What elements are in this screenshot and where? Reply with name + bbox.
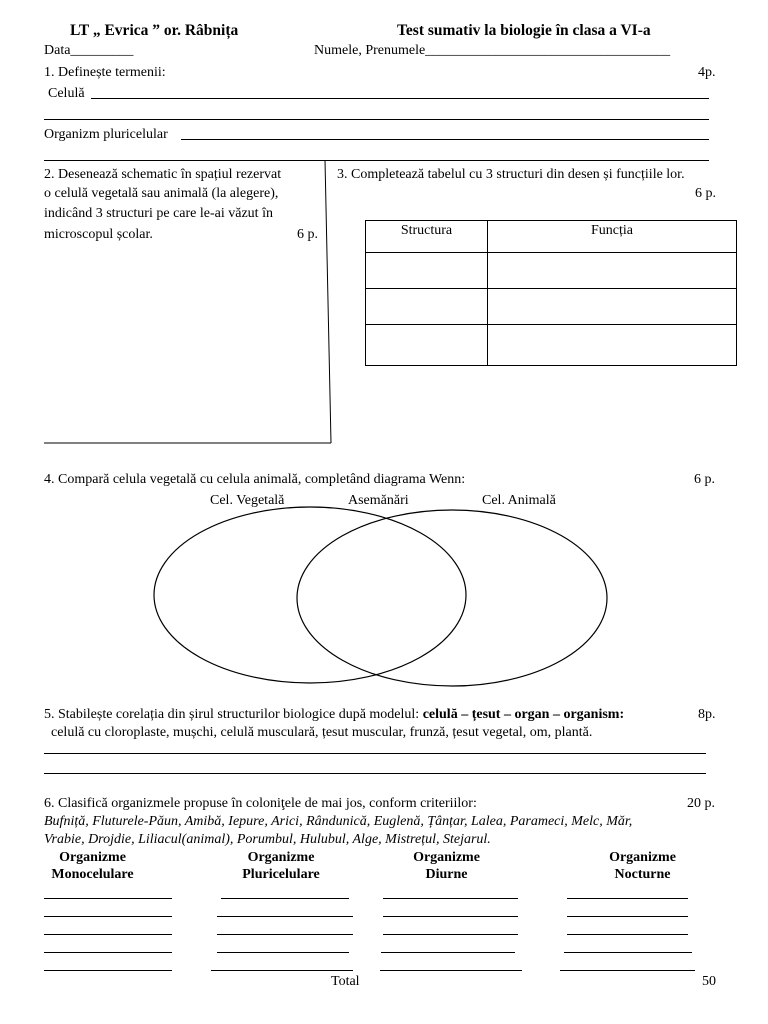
column-header-line: Monocelulare <box>51 867 134 882</box>
answer-line[interactable] <box>44 773 706 774</box>
column-header-multicellular <box>226 849 336 883</box>
venn-label-plant-cell: Cel. Vegetală <box>210 493 285 508</box>
test-title: Test sumativ la biologie în clasa a VI-a <box>397 22 651 39</box>
column-header-line: Diurne <box>425 867 468 882</box>
table-cell[interactable] <box>488 325 737 366</box>
q6-organisms-line2: Vrabie, Drojdie, Liliacul(animal), Porumbul, Hulubul, Alge, Mistrețul, Stejarul. <box>44 832 491 847</box>
q6-organisms-line1: Bufniță, Fluturele-Păun, Amibă, Iepure, Arici, Rândunică, Euglenă, Țânțar, Lalea, Parameci, Melc, Măr, <box>44 814 633 829</box>
column-header-line: Nocturne <box>614 867 671 882</box>
classification-line[interactable] <box>44 934 172 935</box>
classification-line[interactable] <box>380 970 522 971</box>
table-header-structure: Structura <box>366 221 488 253</box>
q1-points: 4p. <box>698 65 716 80</box>
table-cell[interactable] <box>366 289 488 325</box>
venn-label-animal-cell: Cel. Animală <box>482 493 556 508</box>
q4-prompt: 4. Compară celula vegetală cu celula animală, completând diagrama Wenn: <box>44 472 466 487</box>
classification-line[interactable] <box>564 952 692 953</box>
total-label: Total <box>331 974 360 989</box>
table-cell[interactable] <box>366 325 488 366</box>
q1-prompt: 1. Definește termenii: <box>44 65 166 80</box>
structure-table <box>365 220 737 366</box>
classification-line[interactable] <box>44 916 172 917</box>
table-cell[interactable] <box>366 253 488 289</box>
classification-line[interactable] <box>217 934 353 935</box>
classification-line[interactable] <box>567 898 688 899</box>
table-cell[interactable] <box>488 253 737 289</box>
q2-line1: 2. Desenează schematic în spațiul rezervat <box>44 167 282 182</box>
q5-model: celulă – țesut – organ – organism: <box>422 707 625 722</box>
table-header-function: Funcția <box>488 221 737 253</box>
q1-term-cell: Celulă <box>48 86 85 101</box>
classification-line[interactable] <box>381 952 515 953</box>
q2-line3: indicând 3 structuri pe care le-ai văzut în <box>44 206 273 221</box>
q5-prompt <box>44 706 624 723</box>
classification-line[interactable] <box>217 952 349 953</box>
q5-points: 8p. <box>698 707 716 722</box>
classification-line[interactable] <box>217 916 353 917</box>
classification-line[interactable] <box>383 898 518 899</box>
q5-items: celulă cu cloroplaste, mușchi, celulă musculară, țesut muscular, frunză, țesut vegetal, om, plantă. <box>51 725 593 740</box>
venn-circle-animal <box>297 510 607 686</box>
classification-line[interactable] <box>44 898 172 899</box>
column-header-nocturnal <box>590 849 695 883</box>
name-field[interactable]: Numele, Prenumele___________________________________ <box>314 43 671 58</box>
q5-prompt-text: 5. Stabilește corelația din șirul structurilor biologice după modelul: <box>44 707 420 722</box>
q3-points: 6 p. <box>695 186 716 201</box>
classification-line[interactable] <box>383 934 518 935</box>
venn-circle-plant <box>154 507 466 683</box>
column-header-diurnal <box>394 849 499 883</box>
q2-line4: microscopul școlar. <box>44 227 153 242</box>
table-cell[interactable] <box>488 289 737 325</box>
classification-line[interactable] <box>44 952 172 953</box>
q4-points: 6 p. <box>694 472 715 487</box>
classification-line[interactable] <box>567 916 688 917</box>
q2-line2: o celulă vegetală sau animală (la alegere), <box>44 186 279 201</box>
venn-label-similarities: Asemănări <box>348 493 409 508</box>
answer-line[interactable] <box>44 753 706 754</box>
column-header-line: Organizme <box>413 850 480 865</box>
column-header-line: Organizme <box>247 850 315 865</box>
venn-diagram[interactable] <box>0 505 768 705</box>
q6-points: 20 p. <box>687 796 715 811</box>
column-header-line: Pluricelulare <box>242 867 320 882</box>
q2-points: 6 p. <box>297 227 318 242</box>
date-field[interactable]: Data_________ <box>44 43 134 58</box>
q1-term-multicellular: Organizm pluricelular <box>44 127 168 142</box>
classification-line[interactable] <box>560 970 695 971</box>
total-value: 50 <box>702 974 716 989</box>
q3-prompt: 3. Completează tabelul cu 3 structuri din desen și funcțiile lor. <box>337 167 685 182</box>
column-header-line: Organizme <box>609 850 676 865</box>
classification-line[interactable] <box>383 916 518 917</box>
column-header-monocellular <box>40 849 145 883</box>
classification-line[interactable] <box>44 970 172 971</box>
column-header-line: Organizme <box>59 850 126 865</box>
school-name: LT „ Evrica ” or. Râbnița <box>70 22 239 39</box>
q6-prompt: 6. Clasifică organizmele propuse în coloniţele de mai jos, conform criteriilor: <box>44 796 477 811</box>
classification-line[interactable] <box>221 898 349 899</box>
classification-line[interactable] <box>211 970 353 971</box>
classification-line[interactable] <box>567 934 688 935</box>
